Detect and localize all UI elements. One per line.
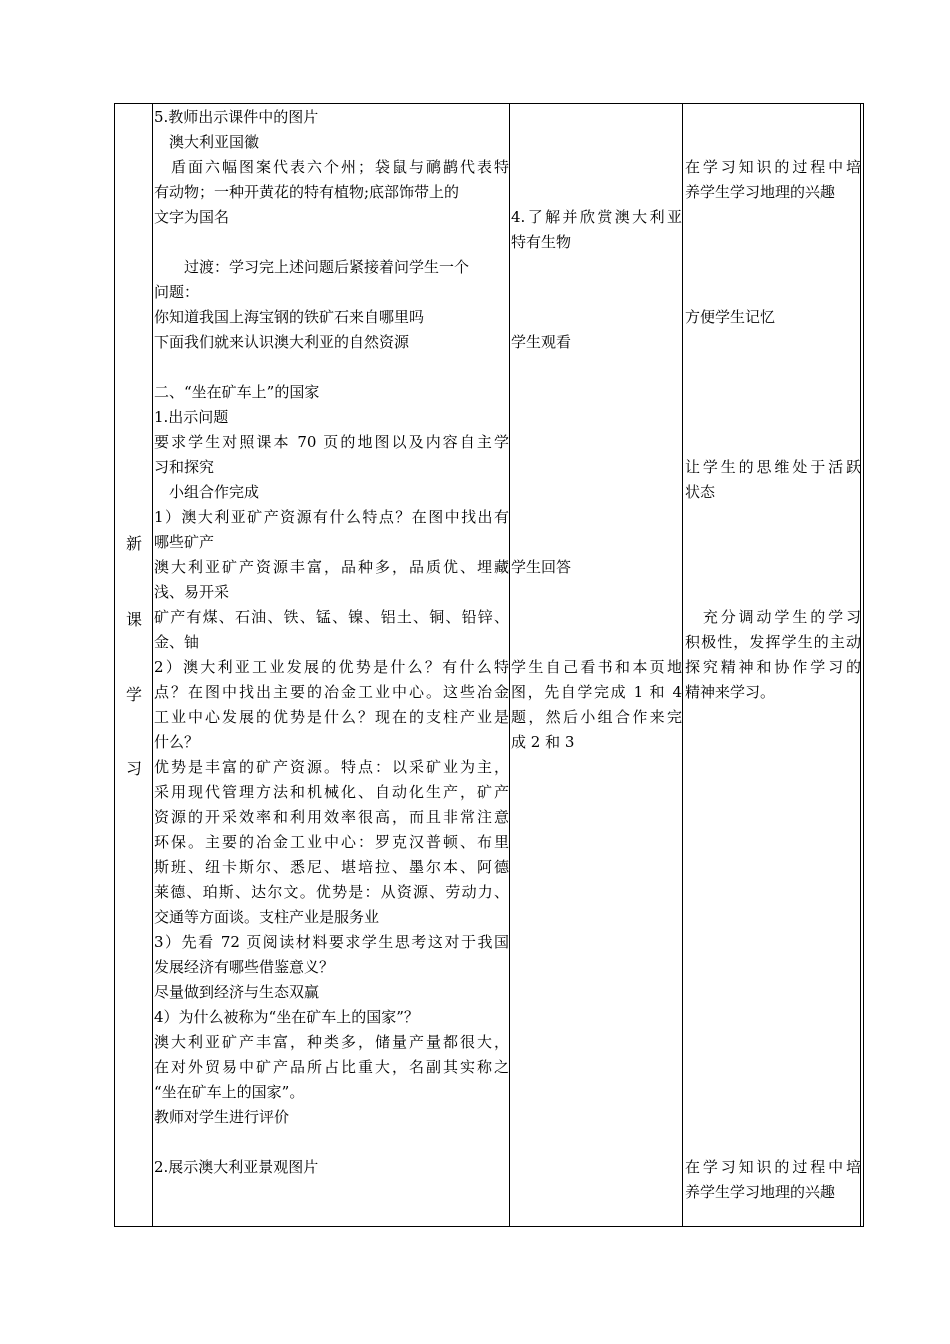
lesson-plan-table [114, 103, 864, 1227]
intent-line: 让学生的思维处于活跃 [685, 458, 861, 476]
intent-line: 在学习知识的过程中培 [685, 1158, 861, 1176]
intent-line: 养学生学习地理的兴趣 [685, 1183, 836, 1201]
teacher-line: 澳大利亚国徽 [154, 133, 260, 151]
teacher-line: 教师对学生进行评价 [154, 1108, 290, 1126]
teacher-line: 二、“坐在矿车上”的国家 [154, 383, 320, 401]
intent-line: 探究精神和协作学习的 [685, 658, 861, 676]
intent-line: 积极性，发挥学生的主动 [685, 633, 861, 651]
teacher-line: 4）为什么被称为“坐在矿车上的国家”？ [154, 1008, 419, 1026]
teacher-line: 有动物；一种开黄花的特有植物;底部饰带上的 [154, 183, 460, 201]
student-line: 学生观看 [511, 333, 572, 351]
teacher-line: 小组合作完成 [154, 483, 260, 501]
teacher-line: 在对外贸易中矿产品所占比重大，名副其实称之 [154, 1058, 509, 1076]
teacher-line: 什么？ [154, 733, 200, 751]
teacher-line: 要求学生对照课本 70 页的地图以及内容自主学 [154, 433, 509, 451]
teacher-line: 澳大利亚矿产丰富，种类多，储量产量都很大， [154, 1033, 509, 1051]
student-activity-column [510, 104, 683, 1226]
teacher-line: 莱德、珀斯、达尔文。优势是：从资源、劳动力、 [154, 883, 509, 901]
section-column [115, 104, 153, 1226]
teacher-line: 1.出示问题 [154, 408, 229, 426]
teacher-line: 习和探究 [154, 458, 215, 476]
student-line: 学生自己看书和本页地 [511, 658, 682, 676]
teacher-line: “坐在矿车上的国家”。 [154, 1083, 305, 1101]
intent-line: 在学习知识的过程中培 [685, 158, 861, 176]
teacher-line: 2）澳大利亚工业发展的优势是什么？有什么特 [154, 658, 509, 676]
intent-line: 养学生学习地理的兴趣 [685, 183, 836, 201]
teacher-line: 斯班、纽卡斯尔、悉尼、堪培拉、墨尔本、阿德 [154, 858, 509, 876]
section-label-char: 学 [125, 685, 142, 704]
teacher-line: 文字为国名 [154, 208, 230, 226]
teacher-line: 工业中心发展的优势是什么？现在的支柱产业是 [154, 708, 509, 726]
student-line: 成 2 和 3 [511, 733, 575, 751]
teacher-line: 澳大利亚矿产资源丰富，品种多，品质优、埋藏 [154, 558, 509, 576]
intent-line: 方便学生记忆 [685, 308, 776, 326]
section-label-char: 习 [125, 759, 142, 778]
student-line: 学生回答 [511, 558, 572, 576]
teacher-line: 哪些矿产 [154, 533, 215, 551]
intent-line: 状态 [685, 483, 716, 501]
teacher-line: 浅、易开采 [154, 583, 230, 601]
teacher-line: 矿产有煤、石油、铁、锰、镍、铝土、铜、铅锌、 [154, 608, 509, 626]
student-line: 特有生物 [511, 233, 572, 251]
teacher-line: 环保。主要的冶金工业中心：罗克汉普顿、布里 [154, 833, 509, 851]
teacher-line: 尽量做到经济与生态双赢 [154, 983, 320, 1001]
teacher-activity-column [153, 104, 510, 1226]
teacher-line: 过渡：学习完上述问题后紧接着问学生一个 [154, 258, 470, 276]
design-intent-column [683, 104, 863, 1226]
section-label-char: 新 [125, 534, 142, 553]
student-line: 图，先自学完成 1 和 4 [511, 683, 682, 701]
teacher-line: 金、铀 [154, 633, 200, 651]
teacher-line: 盾面六幅图案代表六个州；袋鼠与鸸鹋代表特 [154, 158, 509, 176]
intent-line: 精神来学习。 [685, 683, 776, 701]
teacher-line: 2.展示澳大利亚景观图片 [154, 1158, 319, 1176]
teacher-line: 发展经济有哪些借鉴意义？ [154, 958, 335, 976]
teacher-line: 点？在图中找出主要的冶金工业中心。这些冶金 [154, 683, 509, 701]
student-line: 题，然后小组合作来完 [511, 708, 682, 726]
student-line: 4.了解并欣赏澳大利亚 [511, 208, 682, 226]
teacher-line: 采用现代管理方法和机械化、自动化生产，矿产 [154, 783, 509, 801]
teacher-line: 优势是丰富的矿产资源。特点：以采矿业为主， [154, 758, 509, 776]
section-label-char: 课 [125, 610, 142, 629]
teacher-line: 5.教师出示课件中的图片 [154, 108, 319, 126]
intent-line: 充分调动学生的学习 [685, 608, 861, 626]
teacher-line: 1）澳大利亚矿产资源有什么特点？在图中找出有 [154, 508, 509, 526]
teacher-line: 下面我们就来认识澳大利亚的自然资源 [154, 333, 410, 351]
teacher-line: 3）先看 72 页阅读材料要求学生思考这对于我国 [154, 933, 509, 951]
teacher-line: 问题： [154, 283, 200, 301]
teacher-line: 你知道我国上海宝钢的铁矿石来自哪里吗 [154, 308, 425, 326]
teacher-line: 交通等方面谈。支柱产业是服务业 [154, 908, 380, 926]
teacher-line: 资源的开采效率和利用效率很高，而且非常注意 [154, 808, 509, 826]
